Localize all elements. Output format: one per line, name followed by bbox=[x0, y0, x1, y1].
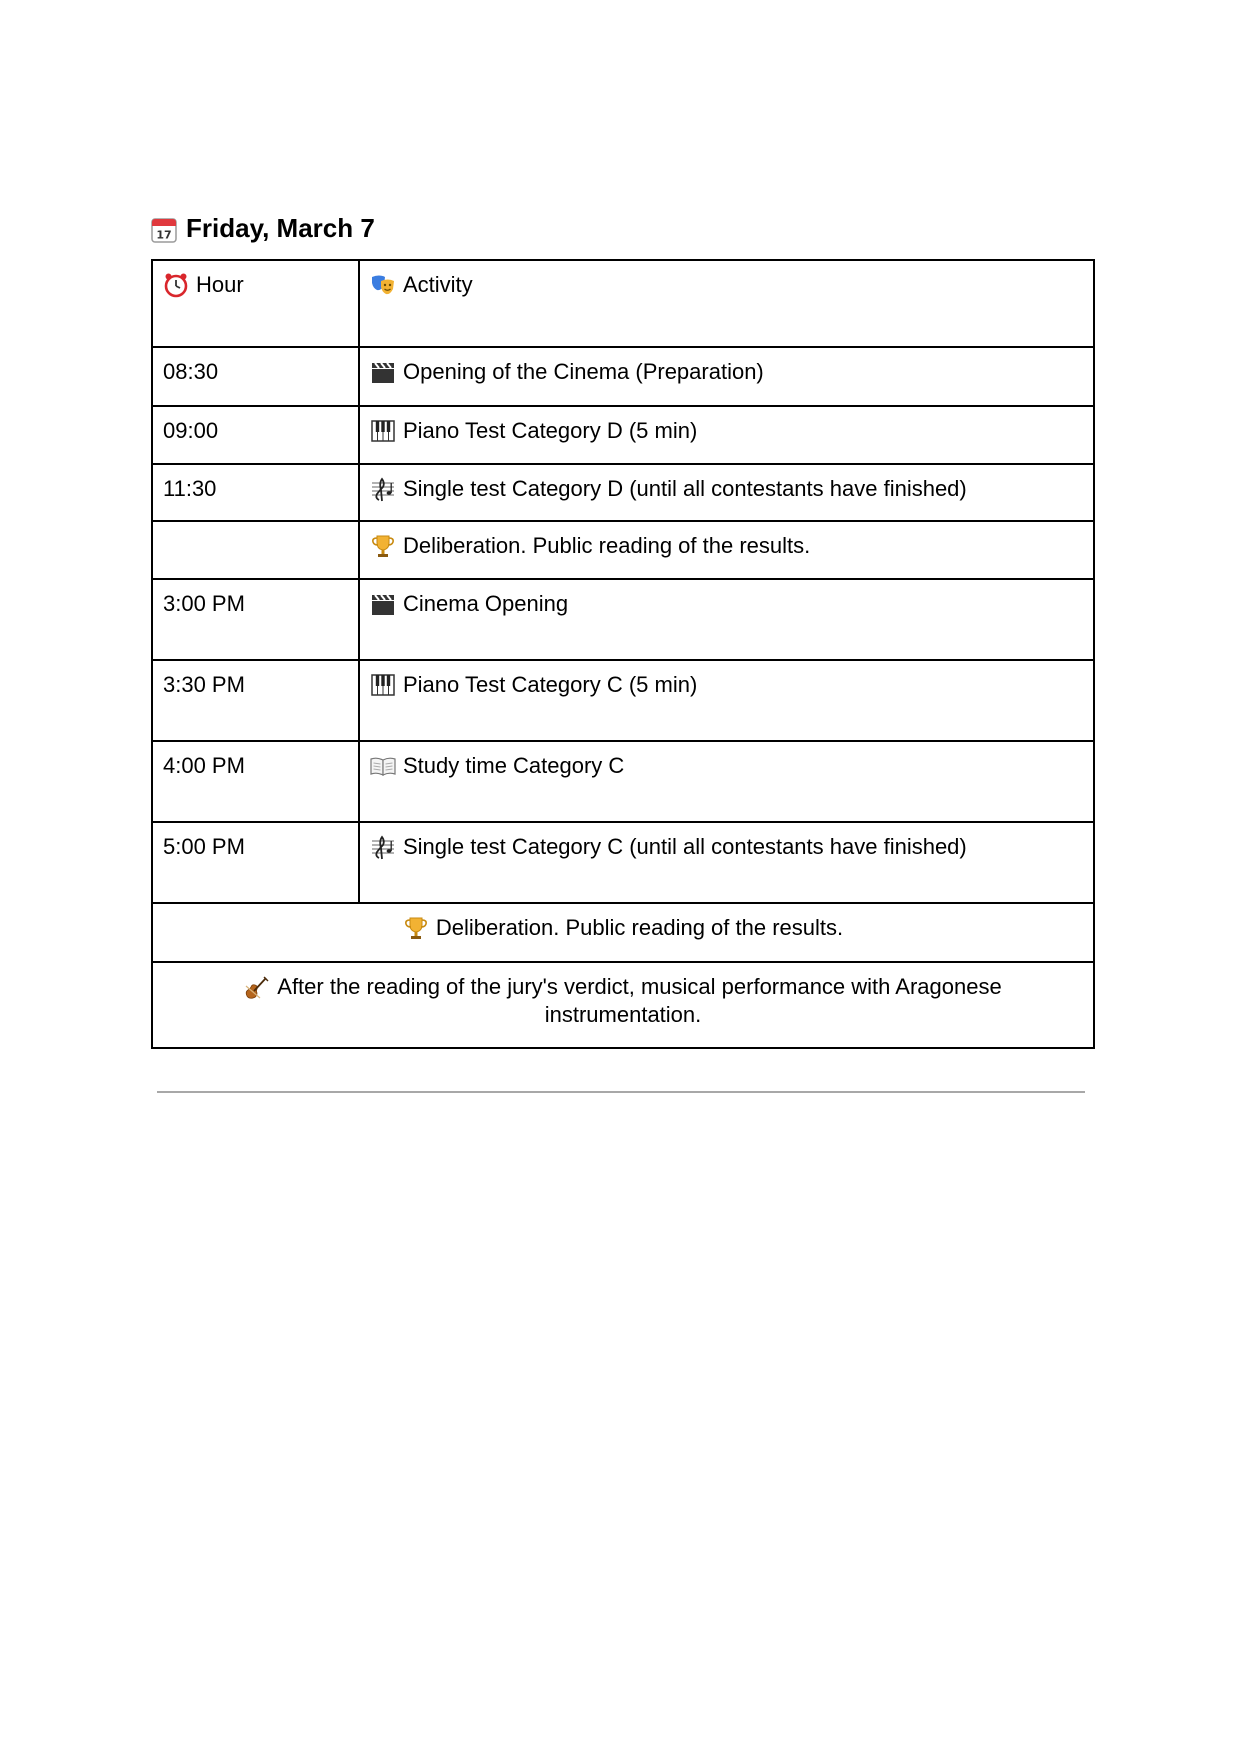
hour-cell: 5:00 PM bbox=[152, 822, 359, 903]
hour-cell: 3:30 PM bbox=[152, 660, 359, 741]
activity-cell: Study time Category C bbox=[359, 741, 1094, 822]
activity-cell: Opening of the Cinema (Preparation) bbox=[359, 347, 1094, 406]
hour-cell: 3:00 PM bbox=[152, 579, 359, 660]
merged-cell: After the reading of the jury's verdict, musical performance with Aragonese instrumentation. bbox=[152, 962, 1094, 1048]
table-row bbox=[152, 406, 1094, 464]
music-score-icon bbox=[370, 834, 396, 860]
table-footer-row bbox=[152, 962, 1094, 1048]
table-row bbox=[152, 579, 1094, 660]
activity-header-label: Activity bbox=[403, 272, 473, 297]
open-book-icon bbox=[370, 753, 396, 779]
horizontal-rule bbox=[157, 1091, 1085, 1093]
alarm-clock-icon bbox=[163, 272, 189, 298]
hour-header-label: Hour bbox=[196, 272, 244, 297]
activity-header-cell bbox=[359, 260, 1094, 347]
trophy-icon bbox=[403, 915, 429, 941]
svg-text:17: 17 bbox=[156, 228, 172, 241]
music-score-icon bbox=[370, 476, 396, 502]
activity-cell: Deliberation. Public reading of the results. bbox=[359, 521, 1094, 579]
activity-cell: Piano Test Category D (5 min) bbox=[359, 406, 1094, 464]
schedule-table bbox=[151, 259, 1095, 1049]
merged-cell: Deliberation. Public reading of the results. bbox=[152, 903, 1094, 962]
trophy-icon bbox=[370, 533, 396, 559]
table-row bbox=[152, 822, 1094, 903]
table-row bbox=[152, 464, 1094, 521]
table-footer-row bbox=[152, 903, 1094, 962]
theater-masks-icon bbox=[370, 272, 396, 298]
activity-cell: Single test Category D (until all contestants have finished) bbox=[359, 464, 1094, 521]
piano-keys-icon bbox=[370, 418, 396, 444]
hour-cell: 4:00 PM bbox=[152, 741, 359, 822]
activity-cell: Single test Category C (until all contestants have finished) bbox=[359, 822, 1094, 903]
hour-cell bbox=[152, 521, 359, 579]
activity-cell: Piano Test Category C (5 min) bbox=[359, 660, 1094, 741]
hour-cell: 09:00 bbox=[152, 406, 359, 464]
hour-header-cell bbox=[152, 260, 359, 347]
activity-cell: Cinema Opening bbox=[359, 579, 1094, 660]
table-row bbox=[152, 741, 1094, 822]
day-heading bbox=[151, 213, 375, 244]
violin-icon bbox=[244, 974, 270, 1000]
hour-cell: 08:30 bbox=[152, 347, 359, 406]
clapperboard-icon bbox=[370, 359, 396, 385]
clapperboard-icon bbox=[370, 591, 396, 617]
piano-keys-icon bbox=[370, 672, 396, 698]
table-header-row bbox=[152, 260, 1094, 347]
table-row bbox=[152, 660, 1094, 741]
table-row bbox=[152, 521, 1094, 579]
hour-cell: 11:30 bbox=[152, 464, 359, 521]
day-heading-text: Friday, March 7 bbox=[186, 213, 375, 243]
calendar-icon bbox=[151, 217, 177, 243]
table-row bbox=[152, 347, 1094, 406]
